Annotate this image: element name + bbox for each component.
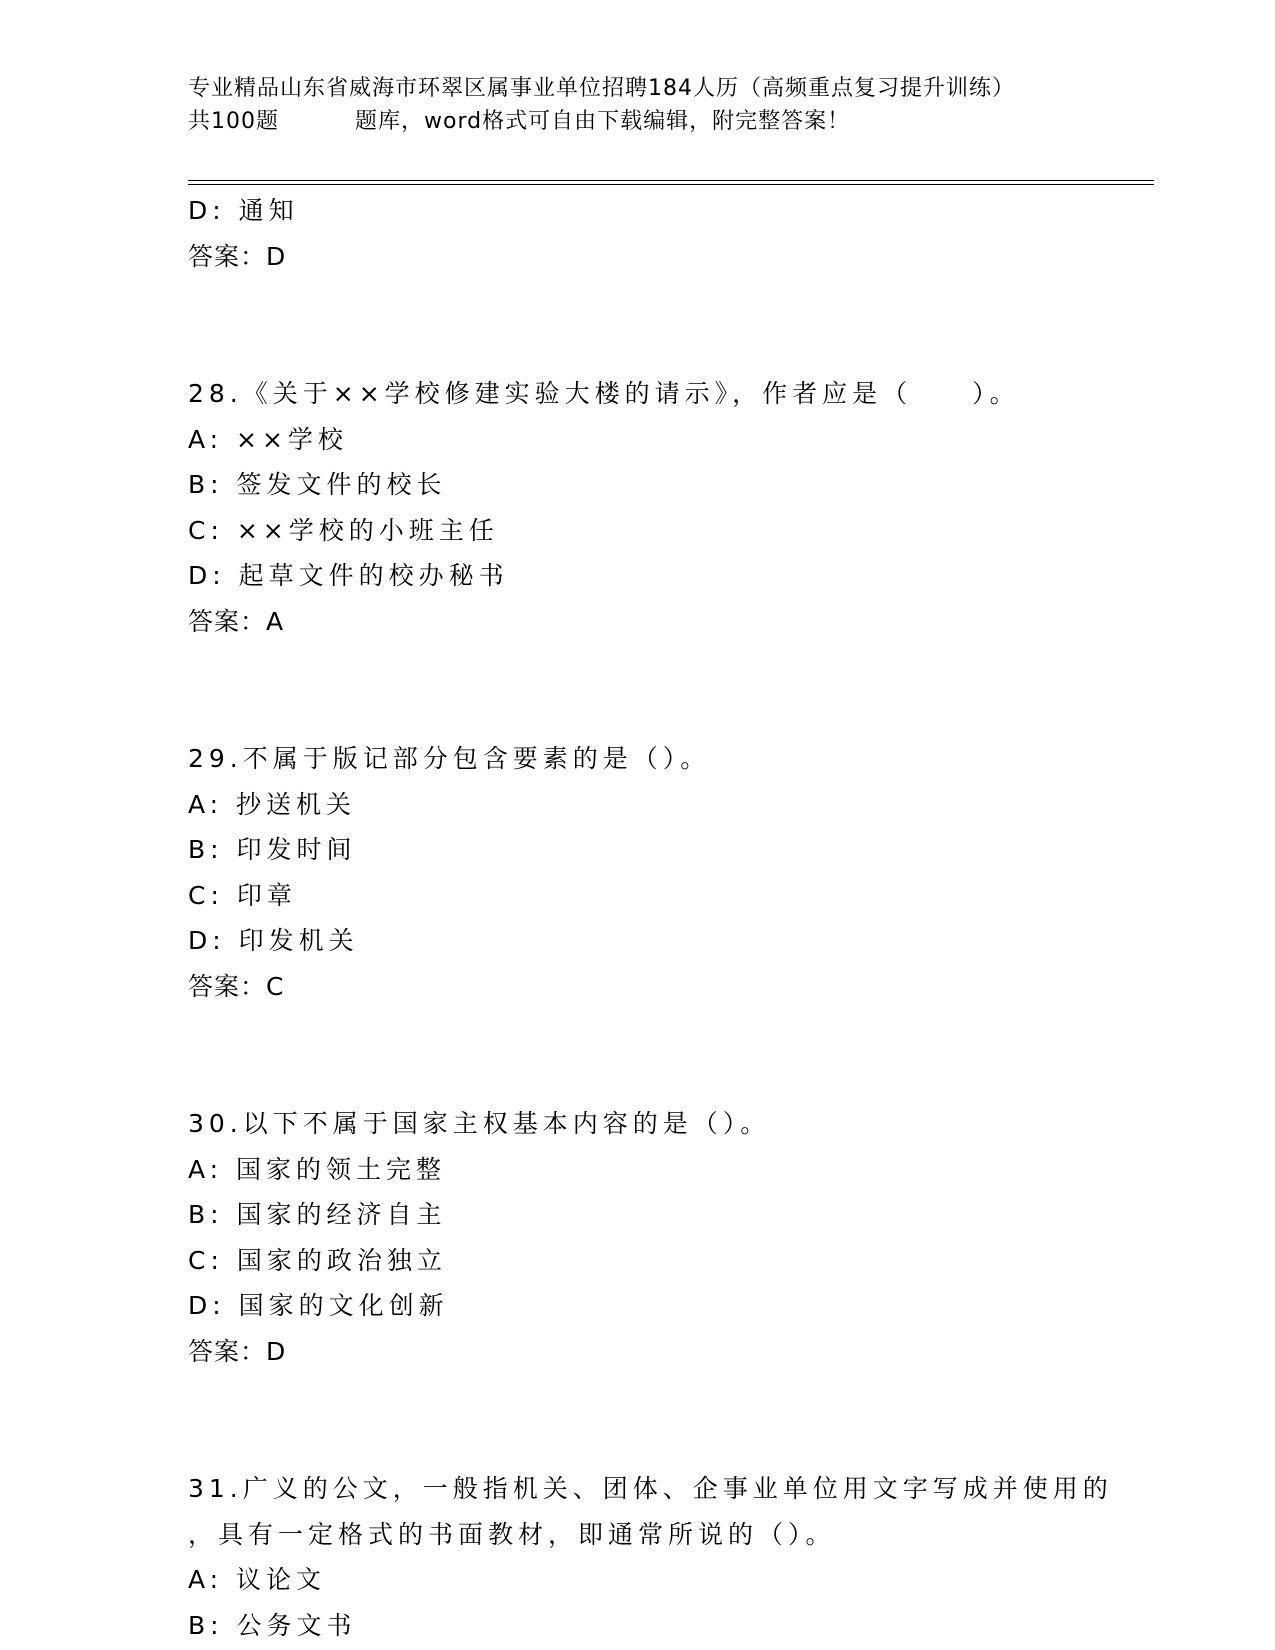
option-d: D: 起草文件的校办秘书 — [188, 561, 509, 590]
option-b: B: 签发文件的校长 — [188, 470, 447, 499]
answer-line: 答案：C — [188, 971, 285, 1001]
option-b: B: 国家的经济自主 — [188, 1200, 447, 1229]
question-list — [188, 188, 1148, 1648]
header-question-count: 共100题 — [188, 109, 279, 134]
question-stem-line-1: 31.广义的公文，一般指机关、团体、企事业单位用文字写成并使用的 — [188, 1474, 1113, 1503]
option-c: C: 印章 — [188, 880, 297, 910]
document-header — [188, 72, 1108, 138]
option-a: A: 抄送机关 — [188, 789, 357, 819]
question-29 — [188, 736, 1148, 1009]
option-d: D: 印发机关 — [188, 926, 359, 955]
question-stem: 28.《关于××学校修建实验大楼的请示》，作者应是（ ）。 — [188, 379, 1020, 408]
question-stem: 30.以下不属于国家主权基本内容的是（）。 — [188, 1109, 771, 1138]
answer-line: 答案：D — [188, 1336, 287, 1366]
answer-line: 答案：D — [188, 241, 287, 271]
option-d: D: 通知 — [188, 196, 299, 225]
option-a: A: 国家的领土完整 — [188, 1154, 447, 1184]
question-fragment-27 — [188, 188, 1148, 279]
question-31 — [188, 1466, 1148, 1648]
header-divider-bottom — [188, 184, 1154, 185]
option-b: B: 印发时间 — [188, 835, 357, 864]
question-28 — [188, 371, 1148, 644]
option-a: A: 议论文 — [188, 1565, 327, 1594]
option-d: D: 国家的文化创新 — [188, 1291, 449, 1320]
option-c: C: 国家的政治独立 — [188, 1245, 447, 1275]
option-c: C: ××学校的小班主任 — [188, 515, 499, 545]
question-30 — [188, 1101, 1148, 1374]
option-b: B: 公务文书 — [188, 1610, 357, 1640]
question-stem: 29.不属于版记部分包含要素的是（）。 — [188, 744, 711, 773]
header-divider-top — [188, 180, 1154, 181]
header-title-line: 专业精品山东省威海市环翠区属事业单位招聘184人历（高频重点复习提升训练） — [188, 76, 1015, 101]
header-description: 题库，word格式可自由下载编辑，附完整答案！ — [355, 109, 851, 134]
option-a: A: ××学校 — [188, 424, 348, 454]
header-subtitle-line — [188, 105, 1108, 138]
question-stem-line-2: ，具有一定格式的书面教材，即通常所说的（）。 — [188, 1519, 836, 1549]
answer-line: 答案：A — [188, 606, 285, 636]
